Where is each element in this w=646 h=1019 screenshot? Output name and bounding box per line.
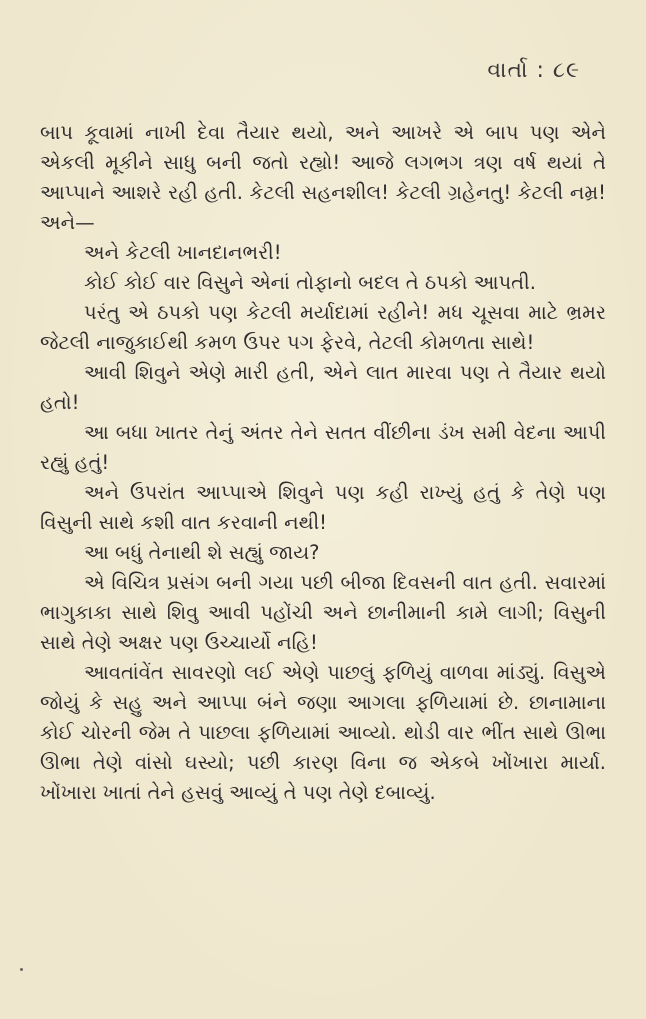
paragraph: અને કેટલી ખાનદાનભરી! <box>84 241 282 264</box>
paragraph: આ બધું તેનાથી શે સહ્યું જાય? <box>84 541 320 564</box>
paper-speck <box>20 968 23 971</box>
paragraph: બાપ કૂવામાં નાખી દેવા તૈયાર થયો, અને આખરે એ બાપ પણ એને એકલી મૂકીને સાધુ બની જતો રહ્યો! આજે લગભગ ત્રણ વર્ષ થયાં તે આપ્પાને આશરે રહી હતી. કેટલી સહનશીલ! કેટલી ગ્રહેનતુ! કેટલી નમ્ર! અને— <box>40 121 606 234</box>
paragraph: પરંતુ એ ઠપકો પણ કેટલી મર્યાદામાં રહીને! મધ ચૂસવા માટે ભ્રમર જેટલી નાજુકાઈથી કમળ ઉપર પગ ફેરવે, તેટલી કોમળતા સાથે! <box>40 301 606 354</box>
paragraph: એ વિચિત્ર પ્રસંગ બની ગયા પછી બીજા દિવસની વાત હતી. સવારમાં ભાગુકાકા સાથે શિવુ આવી પહોંચી અને છાનીમાની કામે લાગી; વિસુની સાથે તેણે અક્ષર પણ ઉચ્ચાર્યો નહિ! <box>40 571 606 654</box>
paragraph: આવી શિવુને એણે મારી હતી, એને લાત મારવા પણ તે તૈયાર થયો હતો! <box>40 361 606 414</box>
paragraph: આ બધા ખાતર તેનું અંતર તેને સતત વીંછીના ડંખ સમી વેદના આપી રહ્યું હતું! <box>40 421 606 474</box>
paragraph: કોઈ કોઈ વાર વિસુને એનાં તોફાનો બદલ તે ઠપકો આપતી. <box>84 271 536 294</box>
paragraph: અને ઉપરાંત આપ્પાએ શિવુને પણ કહી રાખ્યું હતું કે તેણે પણ વિસુની સાથે કશી વાત કરવાની નથી! <box>40 481 606 534</box>
body-text <box>40 118 606 808</box>
running-head: વાર્તા : ૮૯ <box>487 58 580 83</box>
paragraph: આવતાંવેંત સાવરણો લઈ એણે પાછલું ફળિયું વાળવા માંડ્યું. વિસુએ જોયું કે સહુ અને આપ્પા બંને જણા આગલા ફળિયામાં છે. છાનામાના કોઈ ચોરની જેમ તે પાછલા ફળિયામાં આવ્યો. થોડી વાર ભીંત સાથે ઊભા ઊભા તેણે વાંસો ઘસ્યો; પછી કારણ વિના જ એકબે ખોંખારા માર્યા. ખોંખારા ખાતાં તેને હસવું આવ્યું તે પણ તેણે દબાવ્યું. <box>40 661 606 804</box>
